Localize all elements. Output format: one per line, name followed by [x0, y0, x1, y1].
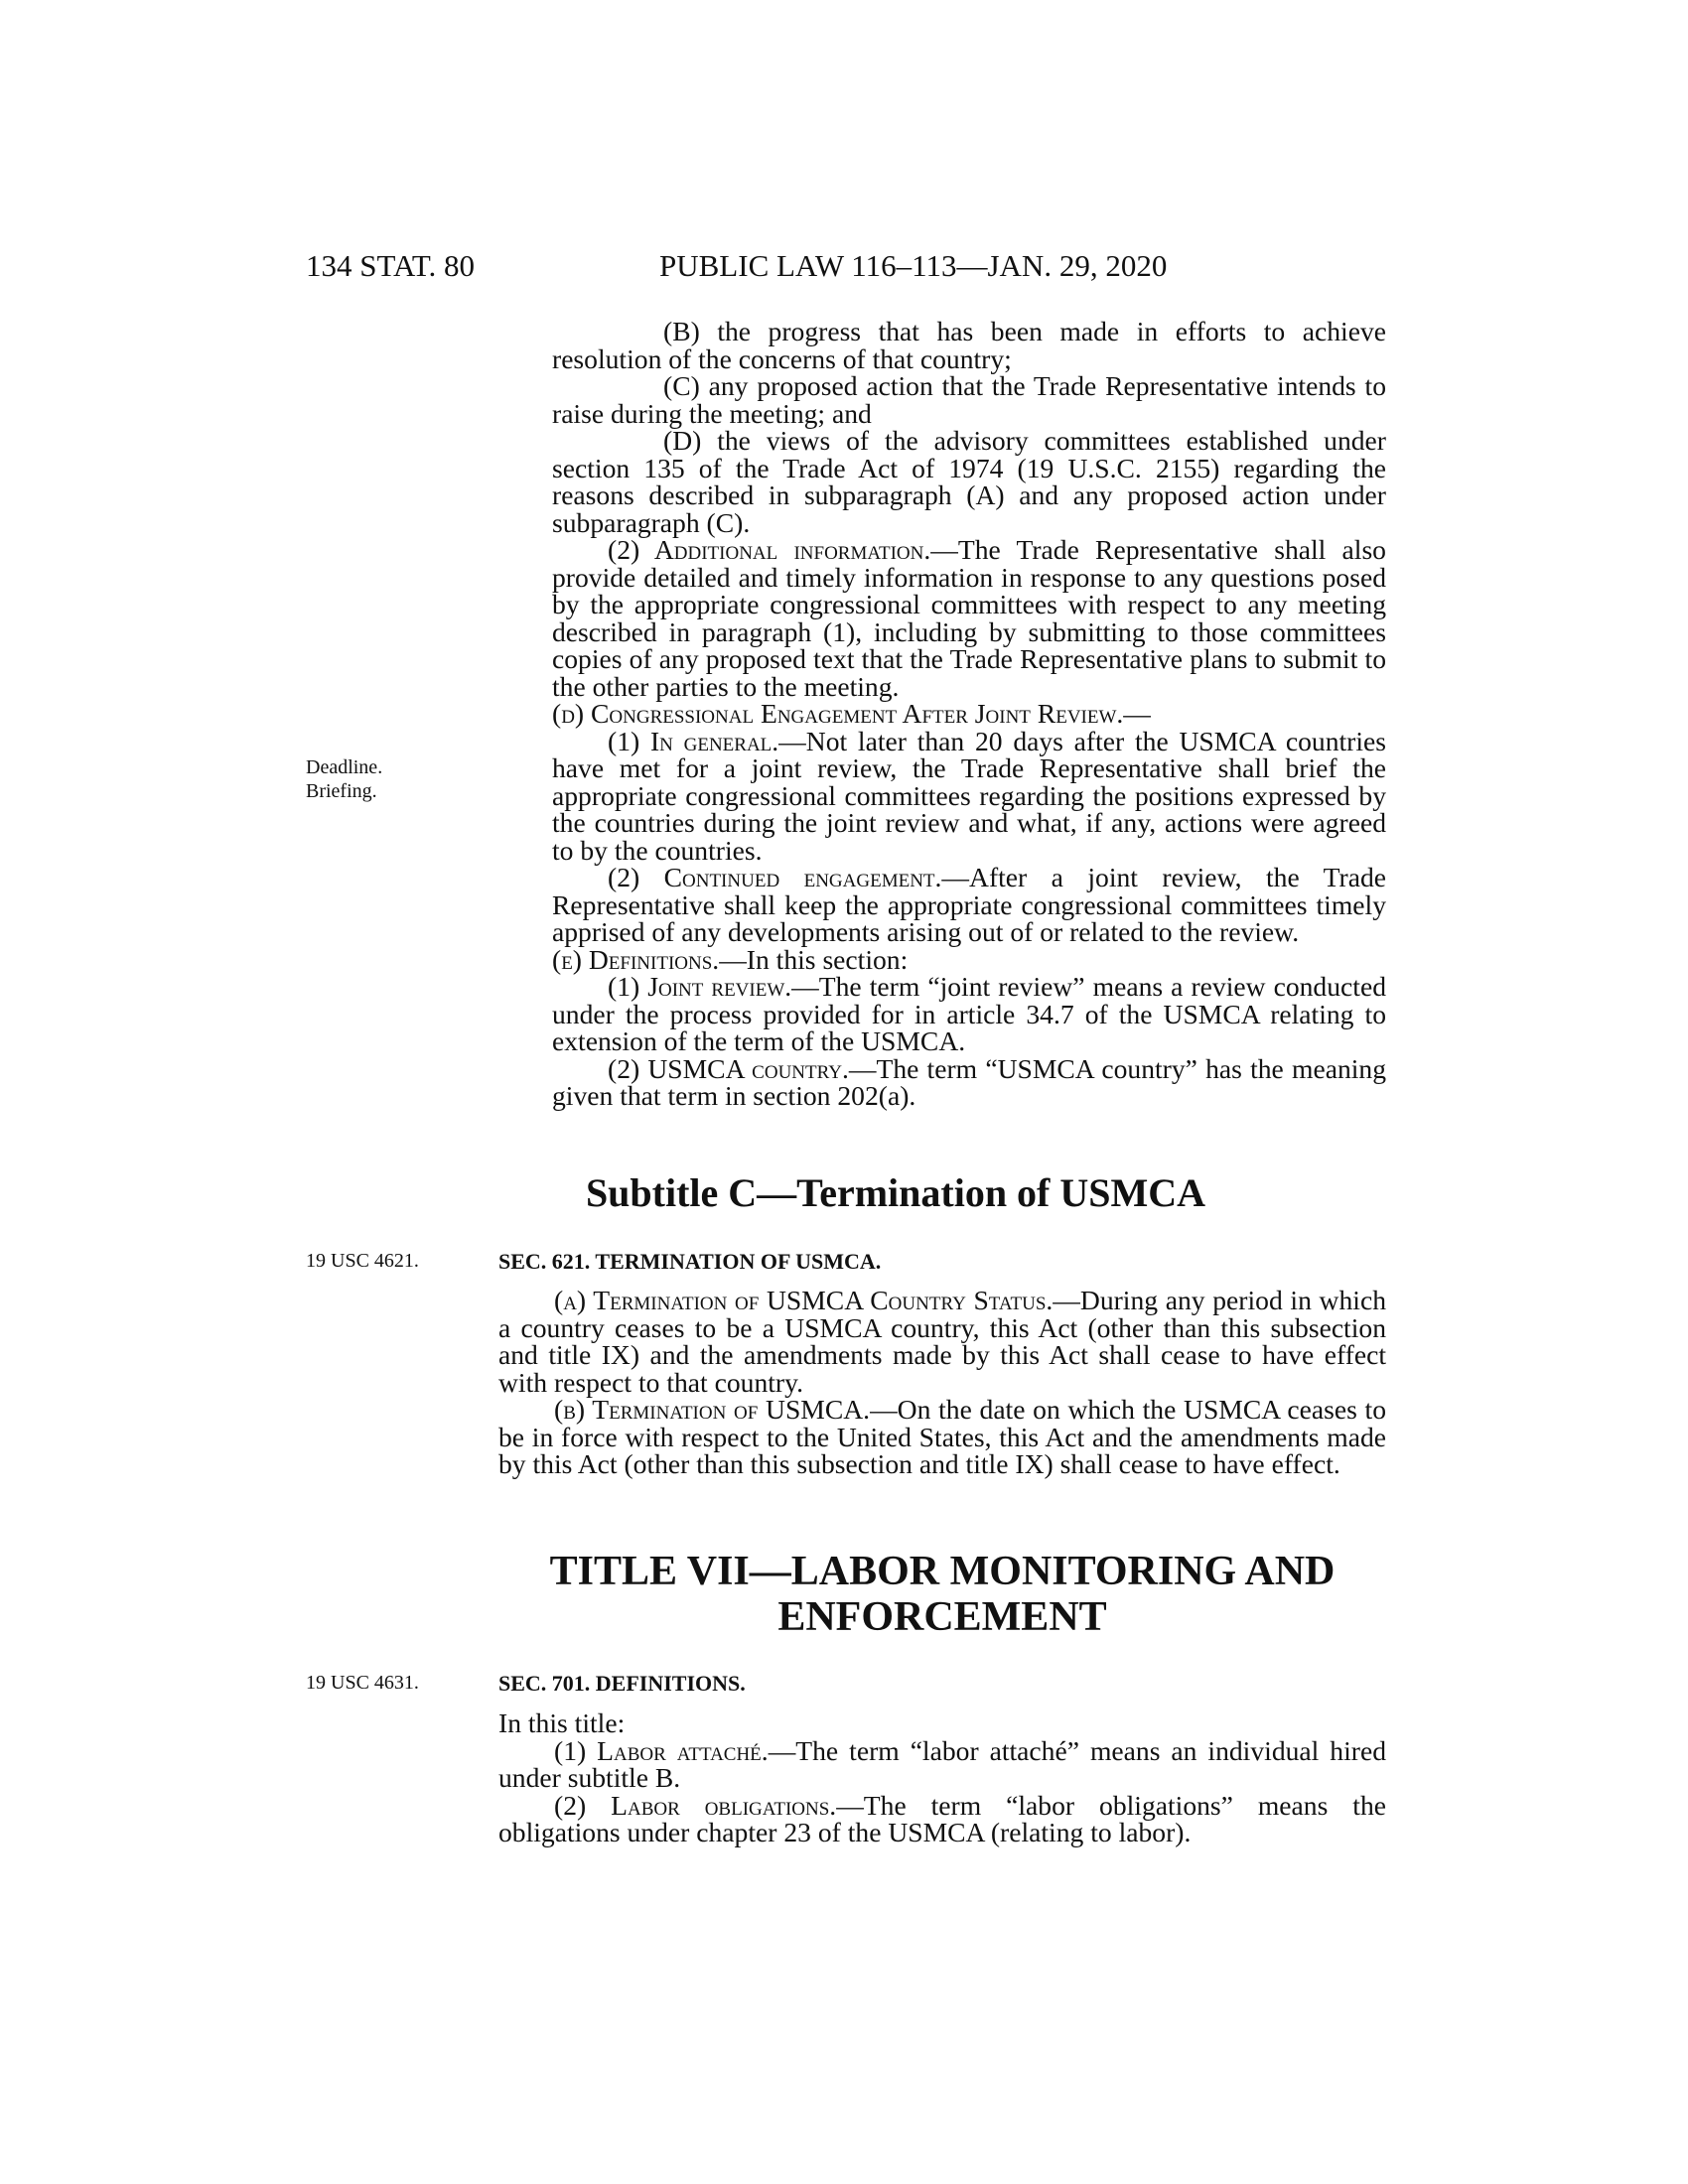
subsection-heading: (e) Definitions. [552, 943, 720, 975]
title-line-1: TITLE VII—LABOR MONITORING AND [549, 1549, 1336, 1594]
section-621-body [498, 1287, 1386, 1478]
paragraph-body: —The term “USMCA country” has the meaning given that term in section 202(a). [552, 1052, 1386, 1111]
paragraph-heading: (2) Continued engagement. [608, 862, 942, 892]
section-620-continued [552, 318, 1386, 1110]
paragraph-body: —After a joint review, the Trade Representative shall keep the appropriate congressional committees timely apprised of any developments arising out of or related to the review. [552, 862, 1387, 947]
paragraph-labor-obligations [498, 1789, 1386, 1847]
subsection-heading: (b) Termination of USMCA. [554, 1394, 871, 1425]
subtitle-c-heading: Subtitle C—Termination of USMCA [585, 1170, 1206, 1215]
paragraph-body: —The term “labor obligations” means the obligations under chapter 23 of the USMCA (relating to labor). [498, 1789, 1386, 1847]
margin-note-deadline: Deadline. [306, 756, 383, 778]
paragraph-b: (B) the progress that has been made in efforts to achieve resolution of the concerns of that country; [552, 316, 1386, 374]
paragraph-heading: (2) Additional information. [608, 534, 931, 565]
paragraph-heading: (2) Labor obligations. [554, 1789, 837, 1821]
paragraph-body: —The term “joint review” means a review conducted under the process provided for in article 34.7 of the USMCA relating to extension of the term of the USMCA. [552, 971, 1386, 1056]
subsection-heading: (a) Termination of USMCA Country Status. [554, 1285, 1054, 1315]
paragraph-usmca-country [552, 1052, 1386, 1111]
margin-note-briefing: Briefing. [306, 780, 377, 802]
subsection-b [498, 1396, 1386, 1478]
paragraph-body: —The Trade Representative shall also provide detailed and timely information in response to any questions posed by the appropriate congressional committees with respect to any meeting described in paragraph (1), including by submitting to those committees copies of any proposed text that the Trade Representative plans to submit to the other parties to the meeting. [552, 534, 1386, 702]
paragraph-joint-review [552, 973, 1386, 1055]
subsection-e-definitions [552, 943, 1386, 975]
paragraph-d: (D) the views of the advisory committees established under section 135 of the Trade Act of 1974 (19 U.S.C. 2155) regarding the reasons described in subparagraph (A) and any proposed action under subparagraph (C). [552, 425, 1386, 538]
page-running-head: PUBLIC LAW 116–113—JAN. 29, 2020 [659, 248, 1168, 283]
title-line-2: ENFORCEMENT [777, 1594, 1107, 1640]
paragraph-body: —The term “labor attaché” means an individual hired under subtitle B. [498, 1734, 1386, 1793]
subsection-a [498, 1287, 1386, 1396]
subsection-body: —In this section: [719, 943, 909, 975]
subsection-body: —During any period in which a country ceases to be a USMCA country, this Act (other than this subsection and title IX) and the amendments made by this Act shall cease to have effect with respect to that country. [498, 1285, 1386, 1398]
paragraph-heading: (1) Joint review. [608, 971, 792, 1002]
section-701-heading: SEC. 701. DEFINITIONS. [498, 1671, 746, 1696]
paragraph-heading: (1) Labor attaché. [554, 1734, 769, 1766]
paragraph-heading: (2) USMCA country. [608, 1052, 849, 1084]
paragraph-c: (C) any proposed action that the Trade Representative intends to raise during the meeting; and [552, 370, 1386, 429]
paragraph-in-general [552, 725, 1386, 866]
paragraph-labor-attache [498, 1734, 1386, 1793]
margin-note-usc-4621: 19 USC 4621. [306, 1250, 419, 1272]
paragraph-heading: (1) In general. [608, 725, 779, 756]
margin-note-usc-4631: 19 USC 4631. [306, 1672, 419, 1694]
paragraph-additional-information [552, 536, 1386, 700]
subsection-d-heading [552, 700, 1386, 728]
section-701-body [498, 1709, 1386, 1846]
paragraph-body: —Not later than 20 days after the USMCA countries have met for a joint review, the Trade Representative shall brief the appropriate congressional committees regarding the positions expressed by the countries during the joint review and what, if any, actions were agreed to by the countries. [552, 725, 1386, 866]
section-intro: In this title: [498, 1707, 626, 1738]
paragraph-continued-engagement [552, 864, 1386, 946]
subsection-body: —On the date on which the USMCA ceases to be in force with respect to the United States, this Act and the amendments made by this Act (other than this subsection and title IX) shall cease to have effect. [498, 1394, 1386, 1479]
subsection-heading: (d) Congressional Engagement After Joint Review.— [552, 698, 1151, 729]
page-stat-citation: 134 STAT. 80 [306, 248, 476, 283]
section-621-heading: SEC. 621. TERMINATION OF USMCA. [498, 1249, 882, 1274]
title-vii-heading [498, 1549, 1386, 1640]
